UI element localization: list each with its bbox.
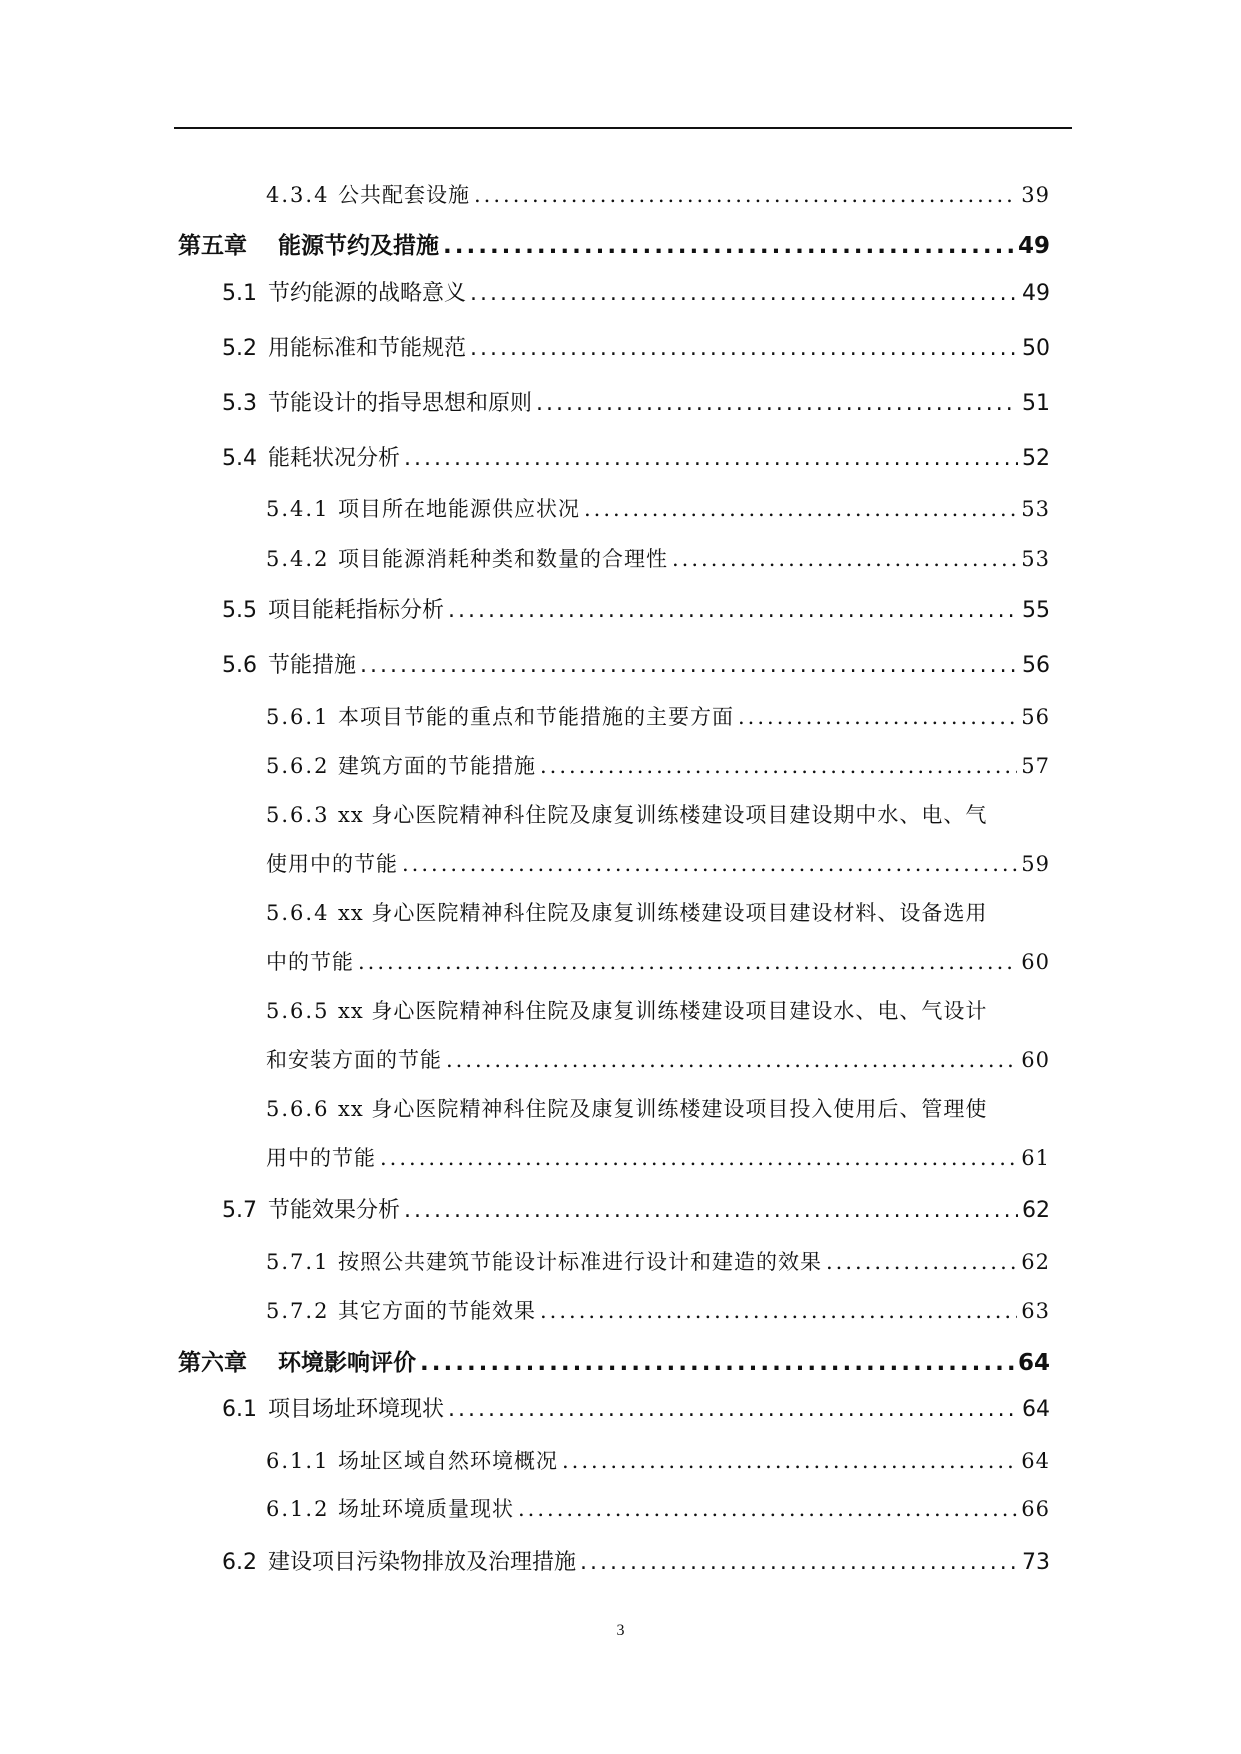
page-number: 3 [616,1622,625,1639]
toc-leader-dots [474,180,1017,210]
toc-entry-title-continued: 用中的节能 [266,1146,376,1170]
toc-leader-dots [443,231,1014,261]
toc-entry-title: xx 身心医院精神科住院及康复训练楼建设项目建设期中水、电、气 [338,803,988,827]
toc-entry[interactable] [266,180,1050,210]
toc-entry-page: 52 [1022,446,1050,471]
toc-entry-title: 环境影响评价 [278,1350,416,1376]
toc-entry-number: 5.6.5 [266,999,330,1023]
toc-entry-title: 能源节约及措施 [278,233,439,259]
toc-entry[interactable] [266,1446,1050,1476]
toc-entry-continuation[interactable] [266,849,1050,879]
toc-leader-dots [380,1143,1017,1173]
toc-entry-page: 60 [1021,1048,1050,1072]
toc-entry-number: 6.1.2 [266,1497,330,1521]
toc-entry-page: 56 [1021,705,1050,729]
toc-entry-title: 节约能源的战略意义 [268,281,467,306]
toc-entry-page: 53 [1021,547,1050,571]
toc-section-entry[interactable] [222,596,1050,626]
toc-entry[interactable] [266,494,1050,524]
toc-entry-title: xx 身心医院精神科住院及康复训练楼建设项目建设水、电、气设计 [338,999,988,1023]
toc-section-entry[interactable] [222,1395,1050,1425]
toc-entry-first-line[interactable] [266,1094,1072,1124]
toc-entry-title: 其它方面的节能效果 [338,1299,536,1323]
toc-leader-dots [404,444,1018,474]
toc-leader-dots [672,544,1017,574]
toc-leader-dots [540,1296,1017,1326]
toc-entry-number: 6.1 [222,1397,257,1422]
toc-entry-number: 5.6.1 [266,705,330,729]
toc-entry-number: 5.6.4 [266,901,330,925]
toc-entry[interactable] [266,702,1050,732]
toc-entry-page: 62 [1021,1250,1050,1274]
toc-leader-dots [540,751,1017,781]
toc-leader-dots [446,1045,1017,1075]
toc-entry-page: 50 [1022,336,1050,361]
toc-entry-continuation[interactable] [266,947,1050,977]
toc-section-entry[interactable] [222,279,1050,309]
toc-entry-number: 5.7.1 [266,1250,330,1274]
toc-entry-number: 5.5 [222,598,257,623]
toc-entry-title: 建设项目污染物排放及治理措施 [268,1550,577,1575]
toc-entry-title: 节能设计的指导思想和原则 [268,391,533,416]
toc-leader-dots [420,1348,1014,1378]
toc-entry-title-continued: 和安装方面的节能 [266,1048,442,1072]
toc-section-entry[interactable] [222,444,1050,474]
toc-entry-page: 55 [1022,598,1050,623]
toc-entry-page: 62 [1022,1198,1050,1223]
toc-section-entry[interactable] [222,651,1050,681]
toc-entry-page: 49 [1017,233,1050,259]
toc-chapter-entry[interactable] [178,231,1050,261]
toc-entry-number: 5.6.6 [266,1097,330,1121]
toc-leader-dots [536,389,1018,419]
toc-leader-dots [402,849,1017,879]
toc-entry-title: 本项目节能的重点和节能措施的主要方面 [338,705,734,729]
toc-entry-number: 5.3 [222,391,257,416]
toc-entry-number: 5.2 [222,336,257,361]
toc-entry-title: 建筑方面的节能措施 [338,754,536,778]
toc-entry-number: 5.4.2 [266,547,330,571]
toc-entry-page: 64 [1022,1397,1050,1422]
toc-entry[interactable] [266,1494,1050,1524]
toc-entry-title-continued: 使用中的节能 [266,852,398,876]
toc-entry-number: 4.3.4 [266,183,330,207]
toc-entry[interactable] [266,1296,1050,1326]
toc-entry-page: 64 [1017,1350,1050,1376]
toc-entry-page: 49 [1022,281,1050,306]
toc-entry-number: 5.6.3 [266,803,330,827]
toc-entry-first-line[interactable] [266,996,1072,1026]
toc-entry-continuation[interactable] [266,1045,1050,1075]
toc-entry-page: 73 [1022,1550,1050,1575]
toc-leader-dots [448,596,1018,626]
toc-chapter-entry[interactable] [178,1348,1050,1378]
toc-entry-number: 6.1.1 [266,1449,330,1473]
toc-entry-title: 能耗状况分析 [268,446,401,471]
toc-entry-number: 5.4.1 [266,497,330,521]
toc-entry[interactable] [266,544,1050,574]
toc-entry-number: 5.6.2 [266,754,330,778]
toc-leader-dots [470,279,1018,309]
toc-entry-page: 60 [1021,950,1050,974]
toc-entry-page: 56 [1022,653,1050,678]
toc-entry-number: 6.2 [222,1550,257,1575]
toc-entry-first-line[interactable] [266,898,1072,928]
toc-entry-page: 64 [1021,1449,1050,1473]
toc-section-entry[interactable] [222,1196,1050,1226]
toc-entry-page: 59 [1021,852,1050,876]
toc-entry-first-line[interactable] [266,800,1072,830]
toc-entry-title: 节能效果分析 [268,1198,401,1223]
toc-leader-dots [448,1395,1018,1425]
toc-entry-title: 公共配套设施 [338,183,470,207]
toc-leader-dots [358,947,1017,977]
toc-entry[interactable] [266,1247,1050,1277]
toc-entry-title: 场址区域自然环境概况 [338,1449,558,1473]
toc-entry-number: 5.4 [222,446,257,471]
toc-entry-number: 5.7.2 [266,1299,330,1323]
toc-leader-dots [404,1196,1018,1226]
toc-entry-title: 项目能源消耗种类和数量的合理性 [338,547,668,571]
toc-leader-dots [584,494,1017,524]
toc-entry[interactable] [266,751,1050,781]
toc-entry-number: 5.7 [222,1198,257,1223]
toc-leader-dots [360,651,1018,681]
toc-leader-dots [470,334,1018,364]
toc-entry-page: 51 [1022,391,1050,416]
toc-leader-dots [518,1494,1017,1524]
toc-leader-dots [826,1247,1017,1277]
toc-entry-title-continued: 中的节能 [266,950,354,974]
header-rule [174,127,1072,129]
toc-entry-page: 63 [1021,1299,1050,1323]
toc-entry-number: 5.6 [222,653,257,678]
toc-entry-page: 53 [1021,497,1050,521]
toc-entry-title: 项目能耗指标分析 [268,598,445,623]
toc-entry-continuation[interactable] [266,1143,1050,1173]
toc-leader-dots [562,1446,1017,1476]
toc-entry-page: 57 [1021,754,1050,778]
toc-entry-title: 节能措施 [268,653,357,678]
toc-section-entry[interactable] [222,334,1050,364]
toc-entry-title: 用能标准和节能规范 [268,336,467,361]
toc-entry-title: xx 身心医院精神科住院及康复训练楼建设项目投入使用后、管理使 [338,1097,988,1121]
toc-entry-title: 场址环境质量现状 [338,1497,514,1521]
toc-entry-page: 61 [1021,1146,1050,1170]
toc-entry-title: 按照公共建筑节能设计标准进行设计和建造的效果 [338,1250,822,1274]
toc-section-entry[interactable] [222,1548,1050,1578]
toc-entry-title: 项目所在地能源供应状况 [338,497,580,521]
toc-leader-dots [580,1548,1018,1578]
toc-entry-number: 5.1 [222,281,257,306]
toc-entry-title: 项目场址环境现状 [268,1397,445,1422]
toc-entry-number: 第六章 [178,1350,247,1376]
toc-entry-page: 39 [1021,183,1050,207]
toc-entry-title: xx 身心医院精神科住院及康复训练楼建设项目建设材料、设备选用 [338,901,988,925]
toc-leader-dots [738,702,1017,732]
toc-entry-page: 66 [1021,1497,1050,1521]
toc-section-entry[interactable] [222,389,1050,419]
toc-entry-number: 第五章 [178,233,247,259]
